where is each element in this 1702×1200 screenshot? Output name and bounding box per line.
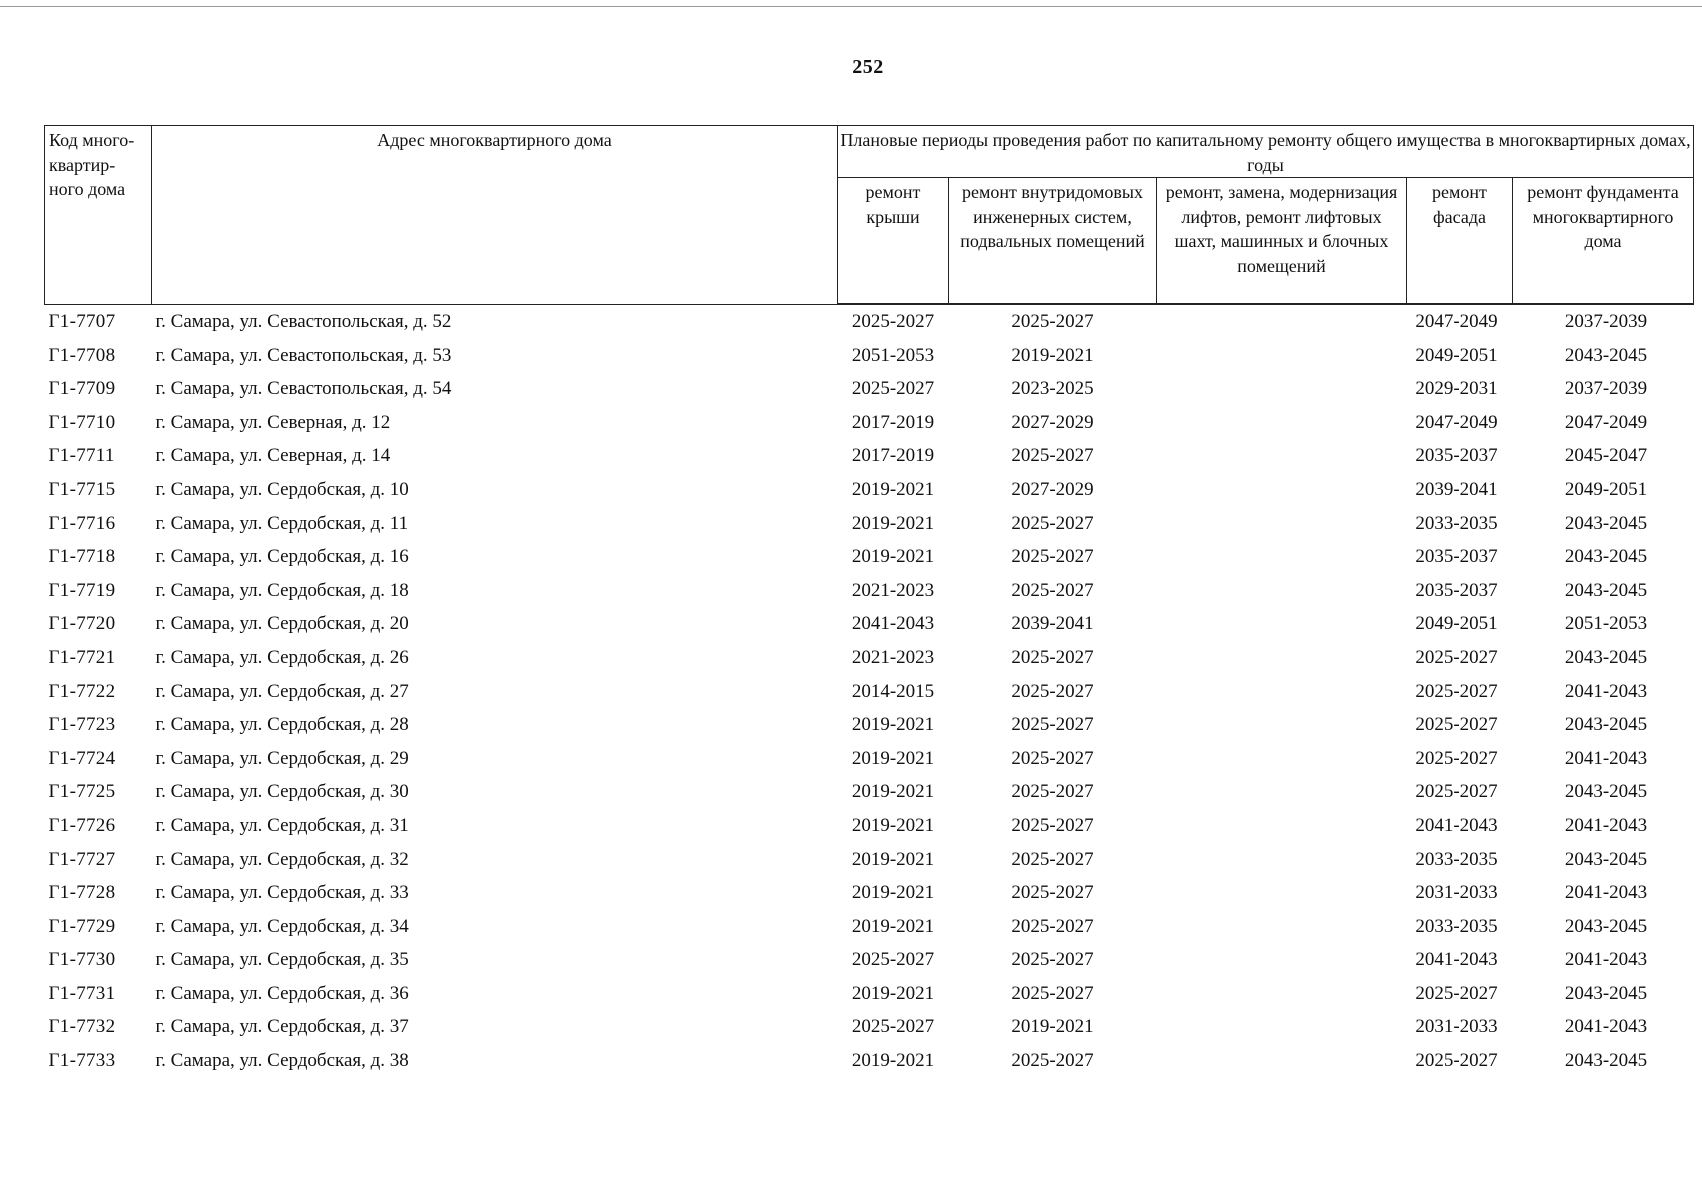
cell-foundation-period: 2045-2047 <box>1564 445 1648 467</box>
repair-schedule-table <box>44 125 1694 1078</box>
cell-foundation-period: 2041-2043 <box>1564 882 1648 904</box>
cell-roof-period: 2019-2021 <box>851 814 935 836</box>
cell-code: Г1-7729 <box>48 915 116 937</box>
cell-engineering-period: 2025-2027 <box>1011 546 1094 568</box>
cell-facade-period: 2041-2043 <box>1415 949 1498 971</box>
cell-facade-period: 2029-2031 <box>1415 378 1498 400</box>
cell-address: г. Самара, ул. Сердобская, д. 33 <box>155 882 409 904</box>
cell-lifts-period <box>1157 977 1407 1011</box>
table-row <box>45 843 1694 877</box>
cell-foundation-period: 2037-2039 <box>1564 378 1648 400</box>
cell-code: Г1-7723 <box>48 714 116 736</box>
table-row <box>45 910 1694 944</box>
cell-facade-period: 2049-2051 <box>1415 613 1498 635</box>
cell-facade-period: 2031-2033 <box>1415 1016 1498 1038</box>
cell-engineering-period: 2025-2027 <box>1011 311 1094 332</box>
cell-facade-period: 2025-2027 <box>1415 747 1498 769</box>
cell-roof-period: 2025-2027 <box>851 378 935 400</box>
table-row <box>45 372 1694 406</box>
cell-roof-period: 2017-2019 <box>851 411 935 433</box>
cell-foundation-period: 2041-2043 <box>1564 1016 1648 1038</box>
cell-code: Г1-7710 <box>48 411 116 433</box>
table-row <box>45 406 1694 440</box>
cell-address: г. Самара, ул. Сердобская, д. 34 <box>155 915 409 937</box>
header-address: Адрес многоквартирного дома <box>152 126 838 305</box>
table-row <box>45 1010 1694 1044</box>
cell-code: Г1-7707 <box>48 310 116 332</box>
cell-code: Г1-7730 <box>48 949 116 971</box>
table-row <box>45 775 1694 809</box>
cell-lifts-period <box>1157 742 1407 776</box>
cell-address: г. Самара, ул. Сердобская, д. 37 <box>155 1016 409 1038</box>
cell-engineering-period: 2023-2025 <box>1011 378 1094 400</box>
cell-engineering-period: 2025-2027 <box>1011 646 1094 668</box>
cell-facade-period: 2041-2043 <box>1415 814 1498 836</box>
cell-facade-period: 2025-2027 <box>1415 714 1498 736</box>
cell-engineering-period: 2025-2027 <box>1011 512 1094 534</box>
cell-code: Г1-7733 <box>48 1050 116 1072</box>
table-row <box>45 339 1694 373</box>
cell-code: Г1-7711 <box>48 445 115 467</box>
page-number: 252 <box>852 56 884 78</box>
cell-foundation-period: 2043-2045 <box>1564 646 1648 668</box>
cell-lifts-period <box>1157 507 1407 541</box>
cell-lifts-period <box>1157 372 1407 406</box>
table-row <box>45 607 1694 641</box>
table-row <box>45 809 1694 843</box>
cell-address: г. Самара, ул. Сердобская, д. 30 <box>155 781 409 803</box>
cell-lifts-period <box>1157 574 1407 608</box>
cell-lifts-period <box>1157 540 1407 574</box>
cell-roof-period: 2019-2021 <box>851 882 935 904</box>
cell-roof-period: 2019-2021 <box>851 1050 935 1072</box>
cell-code: Г1-7718 <box>48 546 116 568</box>
cell-code: Г1-7728 <box>48 882 116 904</box>
cell-address: г. Самара, ул. Северная, д. 12 <box>155 411 391 433</box>
cell-engineering-period: 2025-2027 <box>1011 445 1094 467</box>
cell-foundation-period: 2043-2045 <box>1564 1050 1648 1072</box>
schedule-table-wrap <box>44 125 1693 1078</box>
table-body <box>45 304 1694 1078</box>
cell-facade-period: 2033-2035 <box>1415 848 1498 870</box>
table-row <box>45 708 1694 742</box>
cell-address: г. Самара, ул. Севастопольская, д. 52 <box>155 310 452 332</box>
cell-lifts-period <box>1157 473 1407 507</box>
cell-lifts-period <box>1157 339 1407 373</box>
cell-lifts-period <box>1157 708 1407 742</box>
cell-lifts-period <box>1157 943 1407 977</box>
cell-code: Г1-7727 <box>48 848 116 870</box>
cell-foundation-period: 2043-2045 <box>1564 781 1648 803</box>
cell-roof-period: 2021-2023 <box>851 579 935 601</box>
cell-engineering-period: 2027-2029 <box>1011 478 1094 500</box>
cell-roof-period: 2017-2019 <box>851 445 935 467</box>
cell-roof-period: 2019-2021 <box>851 781 935 803</box>
cell-lifts-period <box>1157 1044 1407 1078</box>
cell-roof-period: 2019-2021 <box>851 747 935 769</box>
cell-lifts-period <box>1157 675 1407 709</box>
cell-address: г. Самара, ул. Сердобская, д. 32 <box>155 848 409 870</box>
cell-facade-period: 2047-2049 <box>1415 311 1498 332</box>
cell-code: Г1-7722 <box>48 680 116 702</box>
cell-foundation-period: 2041-2043 <box>1564 814 1648 836</box>
cell-foundation-period: 2043-2045 <box>1564 982 1648 1004</box>
table-row <box>45 742 1694 776</box>
cell-foundation-period: 2041-2043 <box>1564 747 1648 769</box>
cell-address: г. Самара, ул. Сердобская, д. 31 <box>155 814 409 836</box>
cell-engineering-period: 2025-2027 <box>1011 579 1094 601</box>
cell-facade-period: 2025-2027 <box>1415 982 1498 1004</box>
cell-code: Г1-7709 <box>48 378 116 400</box>
table-row <box>45 641 1694 675</box>
cell-address: г. Самара, ул. Сердобская, д. 18 <box>155 579 409 601</box>
cell-roof-period: 2025-2027 <box>851 1016 935 1038</box>
header-facade: ремонт фасада <box>1407 178 1513 305</box>
cell-engineering-period: 2019-2021 <box>1011 1016 1094 1038</box>
cell-facade-period: 2049-2051 <box>1415 344 1498 366</box>
cell-address: г. Самара, ул. Сердобская, д. 11 <box>155 512 409 534</box>
table-row <box>45 943 1694 977</box>
cell-foundation-period: 2043-2045 <box>1564 512 1648 534</box>
cell-facade-period: 2033-2035 <box>1415 512 1498 534</box>
table-row <box>45 304 1694 339</box>
cell-foundation-period: 2041-2043 <box>1564 680 1648 702</box>
cell-lifts-period <box>1157 809 1407 843</box>
cell-code: Г1-7716 <box>48 512 116 534</box>
cell-code: Г1-7726 <box>48 814 116 836</box>
header-row-top <box>45 126 1694 178</box>
cell-code: Г1-7731 <box>48 982 116 1004</box>
cell-engineering-period: 2039-2041 <box>1011 613 1094 635</box>
cell-facade-period: 2035-2037 <box>1415 445 1498 467</box>
cell-engineering-period: 2025-2027 <box>1011 882 1094 904</box>
cell-engineering-period: 2025-2027 <box>1011 814 1094 836</box>
cell-foundation-period: 2051-2053 <box>1564 613 1648 635</box>
table-row <box>45 876 1694 910</box>
cell-code: Г1-7721 <box>48 646 116 668</box>
cell-address: г. Самара, ул. Сердобская, д. 38 <box>155 1050 409 1072</box>
cell-lifts-period <box>1157 843 1407 877</box>
cell-engineering-period: 2025-2027 <box>1011 747 1094 769</box>
top-rule <box>0 6 1702 7</box>
cell-address: г. Самара, ул. Сердобская, д. 26 <box>155 646 409 668</box>
table-row <box>45 675 1694 709</box>
cell-roof-period: 2019-2021 <box>851 915 935 937</box>
table-row <box>45 574 1694 608</box>
cell-roof-period: 2025-2027 <box>851 949 935 971</box>
cell-engineering-period: 2027-2029 <box>1011 411 1094 433</box>
cell-roof-period: 2014-2015 <box>851 680 935 702</box>
cell-facade-period: 2047-2049 <box>1415 411 1498 433</box>
cell-facade-period: 2025-2027 <box>1415 1050 1498 1072</box>
cell-foundation-period: 2043-2045 <box>1564 848 1648 870</box>
cell-lifts-period <box>1157 910 1407 944</box>
cell-engineering-period: 2025-2027 <box>1011 982 1094 1004</box>
cell-code: Г1-7719 <box>48 579 116 601</box>
cell-address: г. Самара, ул. Севастопольская, д. 53 <box>155 344 452 366</box>
table-row <box>45 1044 1694 1078</box>
cell-facade-period: 2033-2035 <box>1415 915 1498 937</box>
cell-foundation-period: 2043-2045 <box>1564 546 1648 568</box>
cell-roof-period: 2019-2021 <box>851 478 935 500</box>
cell-facade-period: 2025-2027 <box>1415 680 1498 702</box>
cell-lifts-period <box>1157 775 1407 809</box>
cell-code: Г1-7725 <box>48 781 116 803</box>
table-header <box>45 126 1694 305</box>
cell-foundation-period: 2037-2039 <box>1564 311 1648 332</box>
cell-engineering-period: 2025-2027 <box>1011 915 1094 937</box>
table-row <box>45 977 1694 1011</box>
cell-address: г. Самара, ул. Сердобская, д. 28 <box>155 714 409 736</box>
cell-code: Г1-7732 <box>48 1016 116 1038</box>
cell-foundation-period: 2043-2045 <box>1564 579 1648 601</box>
cell-facade-period: 2025-2027 <box>1415 781 1498 803</box>
cell-address: г. Самара, ул. Сердобская, д. 36 <box>155 982 409 1004</box>
cell-engineering-period: 2019-2021 <box>1011 344 1094 366</box>
cell-roof-period: 2019-2021 <box>851 848 935 870</box>
cell-lifts-period <box>1157 641 1407 675</box>
cell-engineering-period: 2025-2027 <box>1011 714 1094 736</box>
cell-lifts-period <box>1157 876 1407 910</box>
cell-address: г. Самара, ул. Северная, д. 14 <box>155 445 391 467</box>
cell-lifts-period <box>1157 439 1407 473</box>
header-foundation: ремонт фундамента многоквартирного дома <box>1513 178 1694 305</box>
cell-roof-period: 2025-2027 <box>851 311 935 332</box>
cell-code: Г1-7708 <box>48 344 116 366</box>
cell-roof-period: 2051-2053 <box>851 344 935 366</box>
cell-code: Г1-7724 <box>48 747 116 769</box>
header-roof: ремонт крыши <box>838 178 949 305</box>
table-row <box>45 473 1694 507</box>
cell-roof-period: 2019-2021 <box>851 546 935 568</box>
cell-roof-period: 2021-2023 <box>851 646 935 668</box>
cell-engineering-period: 2025-2027 <box>1011 680 1094 702</box>
cell-foundation-period: 2049-2051 <box>1564 478 1648 500</box>
cell-facade-period: 2035-2037 <box>1415 579 1498 601</box>
cell-address: г. Самара, ул. Сердобская, д. 20 <box>155 613 409 635</box>
cell-address: г. Самара, ул. Сердобская, д. 16 <box>155 546 409 568</box>
table-row <box>45 540 1694 574</box>
cell-engineering-period: 2025-2027 <box>1011 848 1094 870</box>
table-row <box>45 507 1694 541</box>
header-planned-periods: Плановые периоды проведения работ по капитальному ремонту общего имущества в многоквартирных домах, годы <box>838 126 1694 178</box>
table-row <box>45 439 1694 473</box>
cell-address: г. Самара, ул. Сердобская, д. 10 <box>155 478 409 500</box>
cell-facade-period: 2031-2033 <box>1415 882 1498 904</box>
cell-foundation-period: 2043-2045 <box>1564 344 1648 366</box>
cell-facade-period: 2039-2041 <box>1415 478 1498 500</box>
cell-lifts-period <box>1157 1010 1407 1044</box>
cell-code: Г1-7720 <box>48 613 116 635</box>
cell-lifts-period <box>1157 607 1407 641</box>
cell-engineering-period: 2025-2027 <box>1011 781 1094 803</box>
header-lifts: ремонт, замена, модернизация лифтов, ремонт лифтовых шахт, машинных и блочных помещений <box>1157 178 1407 305</box>
cell-lifts-period <box>1157 304 1407 339</box>
cell-code: Г1-7715 <box>48 478 116 500</box>
cell-address: г. Самара, ул. Сердобская, д. 35 <box>155 949 409 971</box>
cell-engineering-period: 2025-2027 <box>1011 949 1094 971</box>
cell-address: г. Самара, ул. Севастопольская, д. 54 <box>155 378 452 400</box>
cell-lifts-period <box>1157 406 1407 440</box>
cell-address: г. Самара, ул. Сердобская, д. 27 <box>155 680 409 702</box>
cell-roof-period: 2019-2021 <box>851 714 935 736</box>
header-engineering: ремонт внутридомовых инженерных систем, подвальных помещений <box>949 178 1157 305</box>
cell-foundation-period: 2047-2049 <box>1564 411 1648 433</box>
cell-facade-period: 2035-2037 <box>1415 546 1498 568</box>
cell-foundation-period: 2043-2045 <box>1564 915 1648 937</box>
cell-engineering-period: 2025-2027 <box>1011 1050 1094 1072</box>
cell-roof-period: 2019-2021 <box>851 512 935 534</box>
cell-roof-period: 2019-2021 <box>851 982 935 1004</box>
header-code: Код много-квартир-ного дома <box>45 126 152 305</box>
cell-address: г. Самара, ул. Сердобская, д. 29 <box>155 747 409 769</box>
cell-foundation-period: 2043-2045 <box>1564 714 1648 736</box>
cell-roof-period: 2041-2043 <box>851 613 935 635</box>
cell-foundation-period: 2041-2043 <box>1564 949 1648 971</box>
cell-facade-period: 2025-2027 <box>1415 646 1498 668</box>
